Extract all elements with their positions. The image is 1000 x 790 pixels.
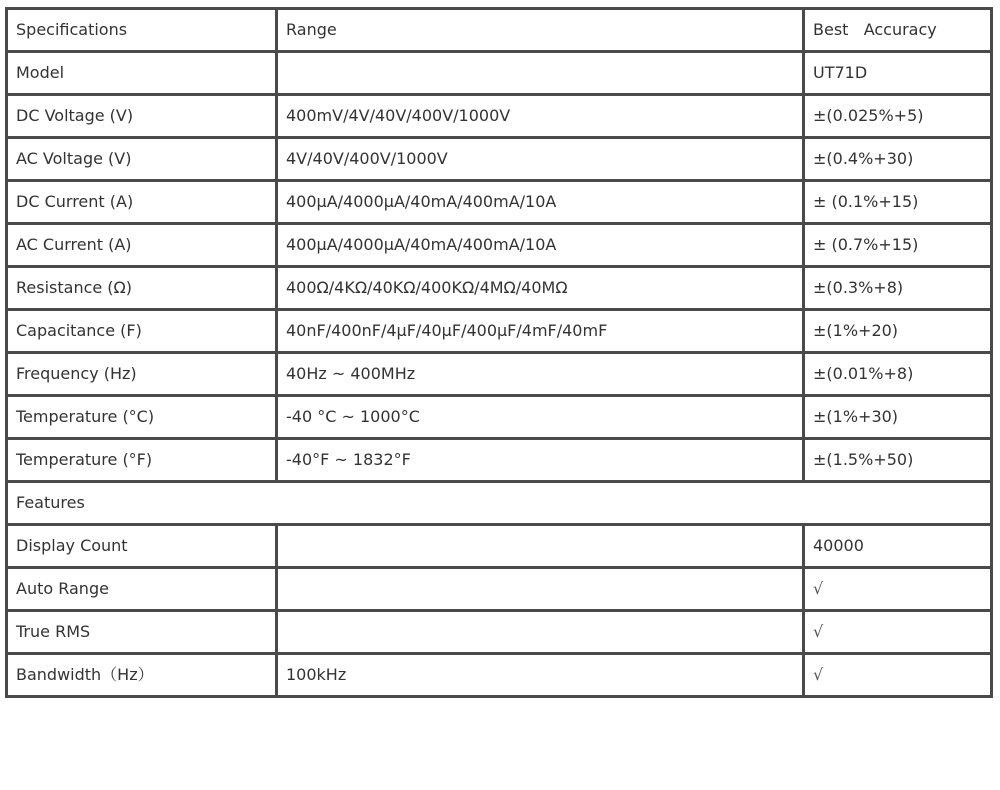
row-value: ±(1.5%+50) — [804, 439, 992, 482]
table-row — [7, 181, 992, 224]
row-value: UT71D — [804, 52, 992, 95]
table-row — [7, 654, 992, 697]
feature-value: √ — [804, 611, 992, 654]
row-value: ±(0.4%+30) — [804, 138, 992, 181]
table-row — [7, 611, 992, 654]
row-range: 4V/40V/400V/1000V — [277, 138, 804, 181]
feature-name: True RMS — [7, 611, 277, 654]
row-spec: Model — [7, 52, 277, 95]
row-value: ±(0.3%+8) — [804, 267, 992, 310]
row-range: 40Hz ~ 400MHz — [277, 353, 804, 396]
table-row — [7, 310, 992, 353]
row-spec: Frequency (Hz) — [7, 353, 277, 396]
header-specifications: Specifications — [7, 9, 277, 52]
table-row — [7, 52, 992, 95]
row-spec: Resistance (Ω) — [7, 267, 277, 310]
row-spec: AC Voltage (V) — [7, 138, 277, 181]
feature-value: 40000 — [804, 525, 992, 568]
feature-name: Bandwidth（Hz） — [7, 654, 277, 697]
row-value: ±(1%+30) — [804, 396, 992, 439]
feature-range: 100kHz — [277, 654, 804, 697]
row-range: 40nF/400nF/4μF/40μF/400μF/4mF/40mF — [277, 310, 804, 353]
feature-range — [277, 611, 804, 654]
row-range: 400Ω/4KΩ/40KΩ/400KΩ/4MΩ/40MΩ — [277, 267, 804, 310]
table-row — [7, 396, 992, 439]
row-range: 400mV/4V/40V/400V/1000V — [277, 95, 804, 138]
row-spec: AC Current (A) — [7, 224, 277, 267]
header-range: Range — [277, 9, 804, 52]
feature-range — [277, 525, 804, 568]
header-row — [7, 9, 992, 52]
row-spec: Capacitance (F) — [7, 310, 277, 353]
row-value: ±(0.025%+5) — [804, 95, 992, 138]
row-range — [277, 52, 804, 95]
table-row — [7, 224, 992, 267]
feature-range — [277, 568, 804, 611]
table-row — [7, 439, 992, 482]
features-heading: Features — [7, 482, 992, 525]
table-row — [7, 353, 992, 396]
table-row — [7, 568, 992, 611]
feature-name: Auto Range — [7, 568, 277, 611]
row-value: ± (0.1%+15) — [804, 181, 992, 224]
table-row — [7, 525, 992, 568]
row-range: -40°F ~ 1832°F — [277, 439, 804, 482]
row-spec: DC Voltage (V) — [7, 95, 277, 138]
row-range: 400μA/4000μA/40mA/400mA/10A — [277, 181, 804, 224]
row-value: ±(1%+20) — [804, 310, 992, 353]
header-best-accuracy: Best Accuracy — [804, 9, 992, 52]
table-row — [7, 138, 992, 181]
row-spec: Temperature (°F) — [7, 439, 277, 482]
feature-name: Display Count — [7, 525, 277, 568]
table-row — [7, 267, 992, 310]
row-range: -40 °C ~ 1000°C — [277, 396, 804, 439]
row-range: 400μA/4000μA/40mA/400mA/10A — [277, 224, 804, 267]
features-section-row — [7, 482, 992, 525]
table-row — [7, 95, 992, 138]
feature-value: √ — [804, 568, 992, 611]
row-spec: Temperature (°C) — [7, 396, 277, 439]
specifications-table — [5, 7, 993, 698]
row-value: ± (0.7%+15) — [804, 224, 992, 267]
feature-value: √ — [804, 654, 992, 697]
row-spec: DC Current (A) — [7, 181, 277, 224]
row-value: ±(0.01%+8) — [804, 353, 992, 396]
